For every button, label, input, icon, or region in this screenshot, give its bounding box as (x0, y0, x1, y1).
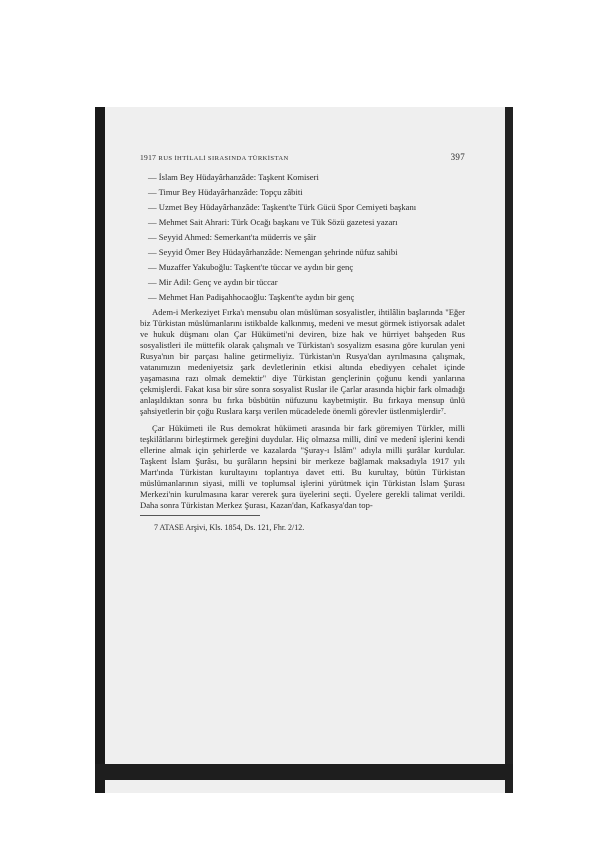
paragraph: Çar Hükümeti ile Rus demokrat hükümeti arasında bir fark göremiyen Türkler, milli teşkilâtlarını birleştirmek gereğini duydular. Hiç olmazsa milli, dinî ve medenî işlerini kendi ellerine almak için şehirlerde ve kazalarda "Şuray-ı İslâm" adıyla milli şurâlar kurdular. Taşkent İslam Şurâsı, bu şurâların hepsini bir merkeze bağlamak maksadıyla 1917 yılı Mart'ında Türkistan kurultayını toplantıya davet etti. Bu kurultay, bütün Türkistan müslümanlarının siyasi, milli ve toplumsal işlerini yürütmek için Türkistan İslam Şurası Merkezi'nin kurulmasına karar vererek şura üyelerini seçti. Üyelere gerekli talimat verildi. Daha sonra Türkistan Merkez Şurası, Kazan'dan, Kafkasya'dan top- (140, 423, 465, 510)
paragraph: Adem-i Merkeziyet Fırka'ı mensubu olan müslüman sosyalistler, ihtilâlin başlarında "Eğer biz Türkistan müslümanlarını istikbalde kalkınmış, medeni ve mesut görmek istiyorsak adalet ve hukuk düşmanı olan Çar Hükümeti'ni deviren, bize hak ve hürriyet bahşeden Rus sosyalistleri ile müttefik olarak çalışmalı ve Türkistan'ı sosyalizm esasına göre kurulan yeni Rusya'nın bir parçası haline getirmeliyiz. Türkistan'ın Rusya'dan ayrılmasına çalışmak, vatanımızın medeniyetsiz şark devletlerinin etkisi altında ebediyyen cehalet içinde yaşamasına razı olmak demektir" diye Türkistan gençlerinin çoğunu kendi yanlarına çekmişlerdi. Fakat kısa bir süre sonra sosyalist Ruslar ile Çarlar arasında hiçbir fark olmadığı anlaşıldıktan sonra bu fırka büsbütün nüfuzunu kaybetmiştir. Bu fırkaya mensup ünlü şahsiyetlerin bir çoğu Ruslara karşı verilen mücadelede önemli görevler üstlenmişlerdir⁷. (140, 307, 465, 416)
list-item: — Mehmet Sait Ahrari: Türk Ocağı başkanı ve Tük Sözü gazetesi yazarı (148, 217, 398, 227)
header-year: 1917 (140, 153, 157, 162)
list-item: — Seyyid Ömer Bey Hüdayârhanzâde: Nemengan şehrinde nüfuz sahibi (148, 247, 398, 257)
page-number: 397 (450, 152, 465, 162)
footnote-divider (140, 515, 260, 516)
scan-border-bottom (95, 764, 513, 780)
person-list (140, 172, 465, 303)
footnote: 7 ATASE Arşivi, Kls. 1854, Ds. 121, Fhr. 2/12. (154, 523, 305, 532)
running-head-text (140, 152, 289, 164)
scan-border-left (95, 107, 105, 793)
list-item: — Uzmet Bey Hüdayârhanzâde: Taşkent'te Türk Gücü Spor Cemiyeti başkanı (148, 202, 417, 212)
book-page (140, 152, 465, 533)
list-item: — İslam Bey Hüdayârhanzâde: Taşkent Komiseri (148, 172, 319, 182)
list-item: — Muzaffer Yakuboğlu: Taşkent'te tüccar ve aydın bir genç (148, 262, 354, 272)
body-text (140, 307, 465, 511)
scan-border-right (505, 107, 513, 793)
running-head (140, 152, 465, 164)
list-item: — Seyyid Ahmed: Semerkant'ta müderris ve şâir (148, 232, 317, 242)
list-item: — Timur Bey Hüdayârhanzâde: Topçu zâbiti (148, 187, 303, 197)
list-item: — Mehmet Han Padişahhocaoğlu: Taşkent'te aydın bir genç (148, 292, 355, 302)
header-title: RUS İHTİLALİ SIRASINDA TÜRKİSTAN (158, 155, 289, 162)
list-item: — Mir Adil: Genç ve aydın bir tüccar (148, 277, 278, 287)
